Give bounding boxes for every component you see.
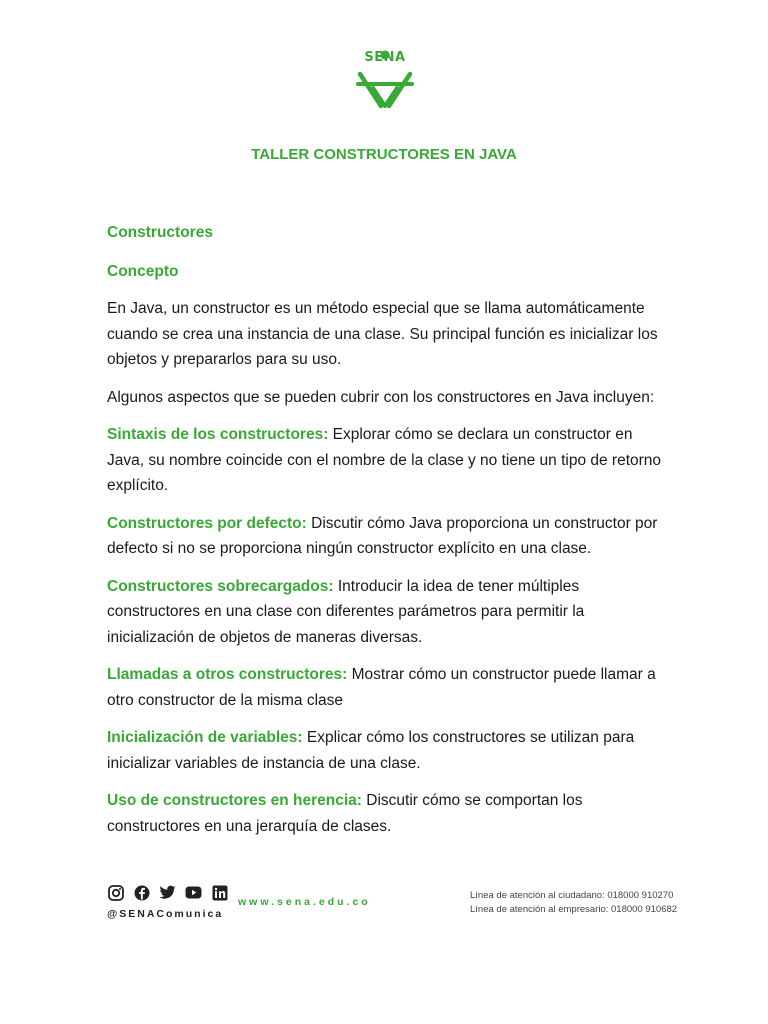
- item-term: Sintaxis de los constructores:: [107, 426, 329, 443]
- item-text: Explicar cómo los constructores se utilizan para inicializar variables de instancia de una clase.: [107, 729, 635, 772]
- social-icons: [107, 884, 228, 901]
- instagram-icon[interactable]: [107, 884, 124, 901]
- item-text: Mostrar cómo un constructor puede llamar a otro constructor de la misma clase: [107, 666, 656, 709]
- page-footer: [0, 880, 768, 930]
- website-link[interactable]: www.sena.edu.co: [238, 896, 371, 908]
- linkedin-icon[interactable]: [211, 884, 228, 901]
- sena-logo: [354, 50, 416, 112]
- document-title: TALLER CONSTRUCTORES EN JAVA: [251, 146, 517, 163]
- list-item: [107, 725, 667, 776]
- list-item: [107, 662, 667, 713]
- social-handle[interactable]: @SENAComunica: [107, 908, 224, 920]
- item-text: Discutir cómo Java proporciona un constructor por defecto si no se proporciona ningún constructor explícito en una clase.: [107, 514, 658, 557]
- item-term: Uso de constructores en herencia:: [107, 792, 362, 809]
- intro-paragraph: En Java, un constructor es un método especial que se llama automáticamente cuando se crea una instancia de una clase. Su principal función es inicializar los objetos y prepararlos para su uso.: [107, 300, 658, 368]
- youtube-icon[interactable]: [185, 884, 202, 901]
- item-term: Constructores por defecto:: [107, 514, 307, 532]
- aspects-paragraph: Algunos aspectos que se pueden cubrir con los constructores en Java incluyen:: [107, 388, 655, 406]
- item-term: Inicialización de variables:: [107, 729, 303, 746]
- item-term: Constructores sobrecargados:: [107, 577, 334, 595]
- logo-text: SENA: [364, 50, 406, 65]
- list-item: [107, 788, 667, 839]
- document-body: [107, 220, 667, 851]
- item-text: Explorar cómo se declara un constructor en Java, su nombre coincide con el nombre de la clase y no tiene un tipo de retorno explícito.: [107, 426, 662, 494]
- item-term: Llamadas a otros constructores:: [107, 666, 348, 683]
- contact-lines: [470, 889, 677, 917]
- facebook-icon[interactable]: [133, 884, 150, 901]
- list-item: [107, 574, 667, 651]
- item-text: Discutir cómo se comportan los constructores en una jerarquía de clases.: [107, 792, 583, 835]
- list-item: [107, 422, 667, 499]
- subsection-heading: Concepto: [107, 262, 179, 280]
- citizen-line: Línea de atención al ciudadano: 018000 910270: [470, 890, 674, 901]
- list-item: [107, 511, 667, 562]
- item-text: Introducir la idea de tener múltiples constructores en una clase con diferentes parámetros para permitir la inicialización de objetos de maneras diversas.: [107, 577, 585, 646]
- section-heading: Constructores: [107, 224, 213, 241]
- twitter-icon[interactable]: [159, 884, 176, 901]
- business-line: Línea de atención al empresario: 018000 910682: [470, 904, 678, 915]
